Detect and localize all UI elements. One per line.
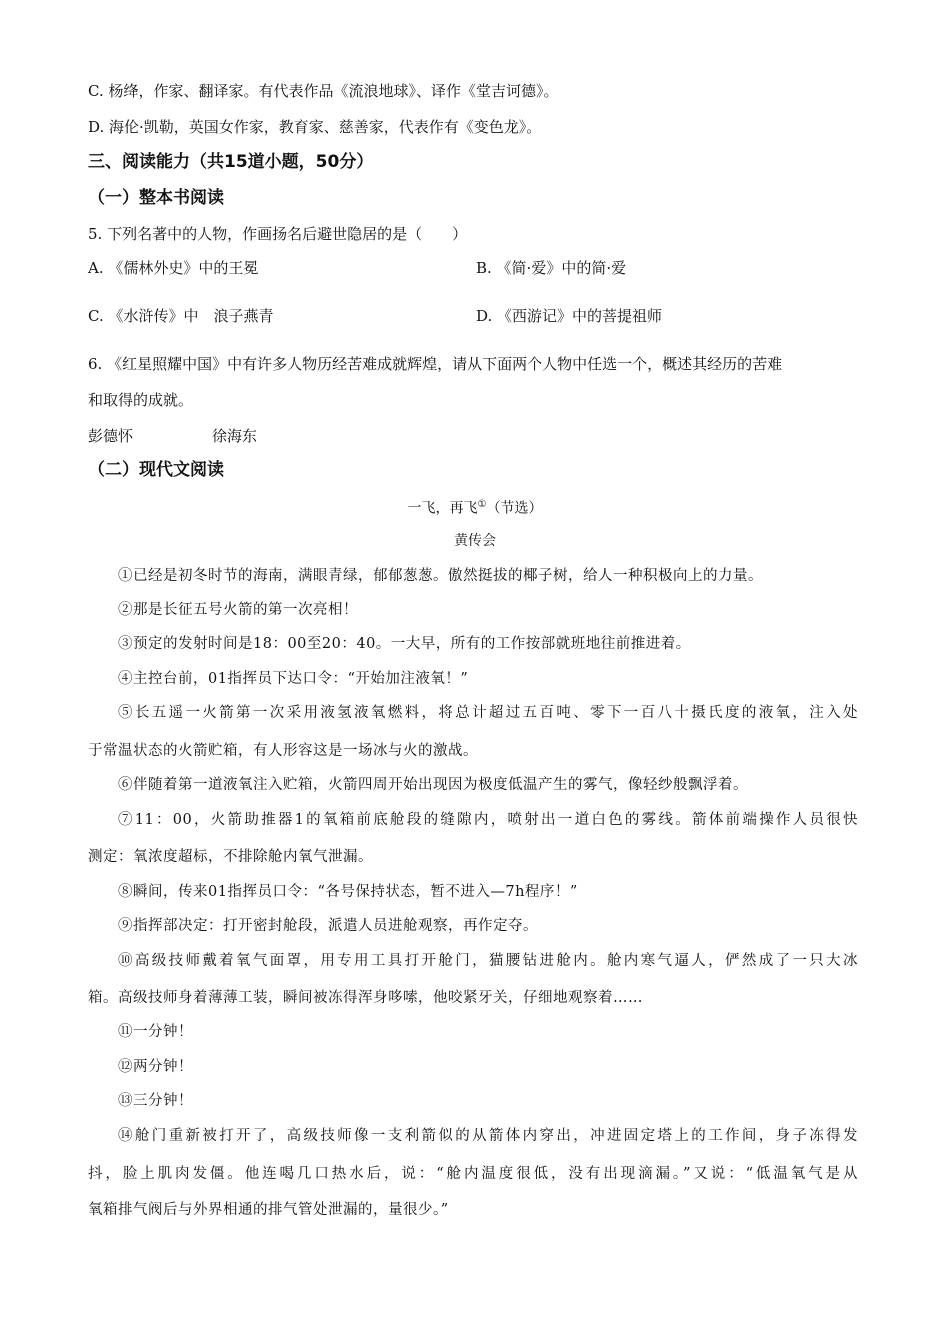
question-5-option-a: A. 《儒林外史》中的王冕: [88, 259, 259, 277]
question-5-option-c: C. 《水浒传》中 浪子燕青: [88, 307, 274, 325]
option-d-helen-keller: D. 海伦·凯勒，英国女作家，教育家、慈善家，代表作有《变色龙》。: [88, 118, 542, 136]
paragraph-3: ③预定的发射时间是18：00至20：40。一大早，所有的工作按部就班地往前推进着。: [118, 636, 691, 652]
paragraph-5-line-2: 于常温状态的火箭贮箱，有人形容这是一场冰与火的激战。: [88, 743, 478, 759]
article-author: 黄传会: [454, 533, 496, 549]
paragraph-13: ⑬三分钟！: [118, 1093, 193, 1109]
part-two-title: （二）现代文阅读: [88, 460, 224, 480]
question-5-option-b: B. 《简·爱》中的简·爱: [476, 259, 627, 277]
paragraph-9: ⑨指挥部决定：打开密封舱段，派遣人员进舱观察，再作定夺。: [118, 918, 538, 934]
paragraph-2: ②那是长征五号火箭的第一次亮相！: [118, 602, 358, 618]
question-5-option-d: D. 《西游记》中的菩提祖师: [476, 307, 663, 325]
question-6-person-xu-haidong: 徐海东: [212, 427, 258, 445]
paragraph-11: ⑪一分钟！: [118, 1024, 193, 1040]
paragraph-10-line-2: 箱。高级技师身着薄薄工装，瞬间被冻得浑身哆嗦，他咬紧牙关，仔细地观察着……: [88, 990, 643, 1006]
option-c-yang-jiang: C. 杨绛，作家、翻译家。有代表作品《流浪地球》、译作《堂吉诃德》。: [88, 82, 559, 100]
paragraph-7-line-1: ⑦11：00，火箭助推器1的氧箱前底舱段的缝隙内，喷射出一道白色的雾线。箭体前端操作人员很快: [118, 812, 858, 828]
article-title-footnote-mark: ①: [477, 499, 487, 510]
question-6-stem-line-2: 和取得的成就。: [88, 391, 194, 409]
question-6-person-peng-dehuai: 彭德怀: [88, 427, 134, 445]
question-6-stem-line-1: 6. 《红星照耀中国》中有许多人物历经苦难成就辉煌，请从下面两个人物中任选一个，概述其经历的苦难: [88, 355, 783, 373]
paragraph-5-line-1: ⑤长五遥一火箭第一次采用液氢液氧燃料，将总计超过五百吨、零下一百八十摄氏度的液氧，注入处: [118, 705, 858, 721]
paragraph-10-line-1: ⑩高级技师戴着氧气面罩，用专用工具打开舱门，猫腰钻进舱内。舱内寒气逼人，俨然成了一只大冰: [118, 953, 858, 969]
paragraph-14-line-2: 抖，脸上肌肉发僵。他连喝几口热水后，说：“舱内温度很低，没有出现滴漏。”又说：“低温氧气是从: [88, 1166, 858, 1182]
paragraph-4: ④主控台前，01指挥员下达口令：“开始加注液氧！”: [118, 671, 469, 687]
article-title-text: 一飞，再飞: [407, 500, 478, 517]
paragraph-14-line-3: 氧箱排气阀后与外界相通的排气管处泄漏的，量很少。”: [88, 1202, 449, 1218]
paragraph-7-line-2: 测定：氧浓度超标，不排除舱内氧气泄漏。: [88, 849, 373, 865]
paragraph-6: ⑥伴随着第一道液氧注入贮箱，火箭四周开始出现因为极度低温产生的雾气，像轻纱般飘浮着。: [118, 777, 748, 793]
paragraph-12: ⑫两分钟！: [118, 1059, 193, 1075]
section-three-title: 三、阅读能力（共15道小题，50分）: [88, 152, 374, 172]
article-title-suffix: （节选）: [486, 500, 543, 517]
paragraph-1: ①已经是初冬时节的海南，满眼青绿，郁郁葱葱。傲然挺拔的椰子树，给人一种积极向上的力量。: [118, 568, 763, 584]
paragraph-14-line-1: ⑭舱门重新被打开了，高级技师像一支利箭似的从箭体内穿出，冲进固定塔上的工作间，身子冻得发: [118, 1128, 858, 1144]
paragraph-8: ⑧瞬间，传来01指挥员口令：“各号保持状态，暂不进入—7h程序！”: [118, 884, 578, 900]
part-one-title: （一）整本书阅读: [88, 188, 224, 208]
question-5-stem: 5. 下列名著中的人物，作画扬名后避世隐居的是（ ）: [88, 225, 468, 243]
article-title: [0, 495, 950, 519]
